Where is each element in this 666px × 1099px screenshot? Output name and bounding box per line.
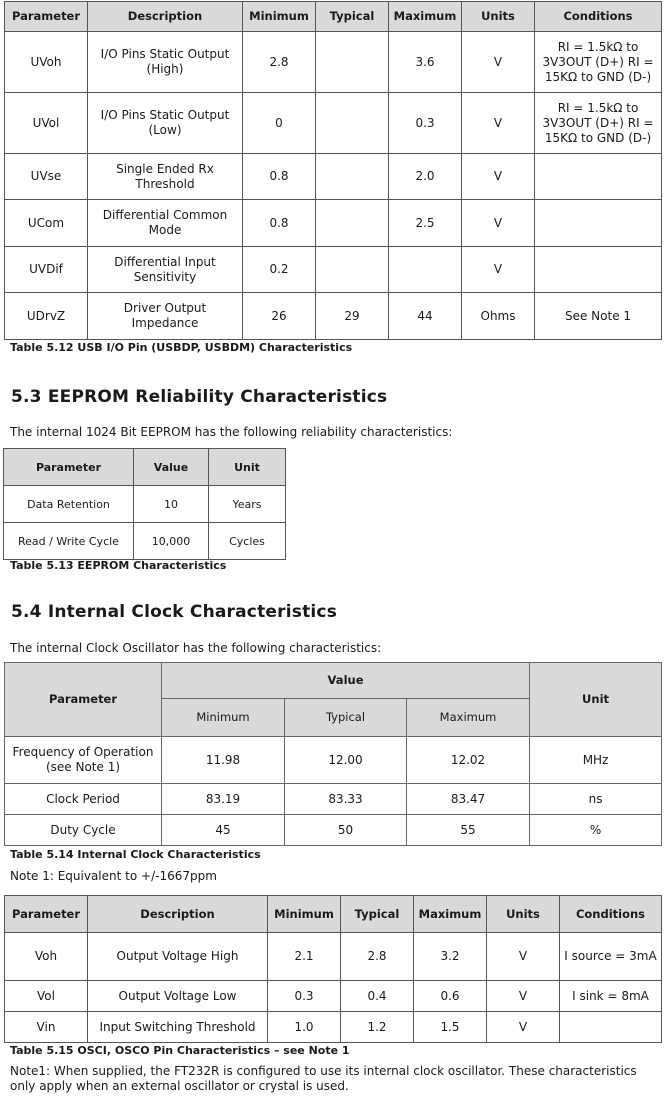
table-cell: 0.8 <box>243 154 316 200</box>
table-row <box>5 933 662 981</box>
column-header: Value <box>162 663 530 699</box>
table-cell <box>316 93 389 154</box>
table-cell: UDrvZ <box>5 293 88 340</box>
table-cell: V <box>487 933 560 981</box>
table-cell <box>316 200 389 247</box>
table-cell: Data Retention <box>4 486 134 523</box>
table-cell: 2.5 <box>389 200 462 247</box>
osci-osco-table <box>4 895 662 1043</box>
table-cell: 0.8 <box>243 200 316 247</box>
table-row <box>5 247 662 293</box>
table-cell <box>535 247 662 293</box>
table-cell: 3.6 <box>389 32 462 93</box>
table-row <box>5 93 662 154</box>
column-header: Typical <box>316 2 389 32</box>
table-cell: Output Voltage High <box>88 933 268 981</box>
table-cell: Vol <box>5 981 88 1012</box>
table-cell: Cycles <box>209 523 286 560</box>
table-row <box>5 32 662 93</box>
table-cell: 2.1 <box>268 933 341 981</box>
table-cell: Years <box>209 486 286 523</box>
eeprom-table <box>3 448 286 560</box>
table-row <box>5 293 662 340</box>
table-cell: UVse <box>5 154 88 200</box>
table-cell: 45 <box>162 815 285 846</box>
table-cell: Driver Output Impedance <box>88 293 243 340</box>
table-cell: 50 <box>285 815 407 846</box>
table-caption: Table 5.12 USB I/O Pin (USBDP, USBDM) Characteristics <box>10 341 353 354</box>
column-header: Conditions <box>535 2 662 32</box>
column-header: Typical <box>341 896 414 933</box>
table-header-row <box>5 663 662 699</box>
table-cell: V <box>462 154 535 200</box>
table-cell: 12.02 <box>407 737 530 784</box>
table-cell: Output Voltage Low <box>88 981 268 1012</box>
table-cell: Differential Input Sensitivity <box>88 247 243 293</box>
table-cell: 26 <box>243 293 316 340</box>
column-header: Parameter <box>5 663 162 737</box>
table-note: Note 1: Equivalent to +/-1667ppm <box>10 869 217 883</box>
column-header: Parameter <box>5 896 88 933</box>
table-cell: Ohms <box>462 293 535 340</box>
table-cell: 1.0 <box>268 1012 341 1043</box>
column-subheader: Typical <box>285 699 407 737</box>
section-intro: The internal Clock Oscillator has the following characteristics: <box>10 641 382 655</box>
table-cell: 0.3 <box>268 981 341 1012</box>
table-cell: % <box>530 815 662 846</box>
table-cell: 0.6 <box>414 981 487 1012</box>
table-row <box>4 486 286 523</box>
table-cell: 2.8 <box>341 933 414 981</box>
table-cell: UVDif <box>5 247 88 293</box>
table-cell: Differential Common Mode <box>88 200 243 247</box>
column-header: Description <box>88 896 268 933</box>
table-cell: 0.4 <box>341 981 414 1012</box>
table-cell <box>316 154 389 200</box>
column-subheader: Minimum <box>162 699 285 737</box>
table-caption: Table 5.14 Internal Clock Characteristics <box>10 848 261 861</box>
table-cell: 2.8 <box>243 32 316 93</box>
column-header: Units <box>487 896 560 933</box>
table-cell: Frequency of Operation (see Note 1) <box>5 737 162 784</box>
column-header: Minimum <box>243 2 316 32</box>
section-heading: 5.3 EEPROM Reliability Characteristics <box>11 387 388 407</box>
table-cell: RI = 1.5kΩ to 3V3OUT (D+) RI = 15KΩ to GND (D-) <box>535 32 662 93</box>
table-caption: Table 5.13 EEPROM Characteristics <box>10 559 227 572</box>
table-cell: 83.19 <box>162 784 285 815</box>
table-cell: 10 <box>134 486 209 523</box>
table-cell: See Note 1 <box>535 293 662 340</box>
table-cell: V <box>462 32 535 93</box>
table-row <box>5 154 662 200</box>
table-row <box>5 815 662 846</box>
column-header: Conditions <box>560 896 662 933</box>
table-row <box>5 200 662 247</box>
column-header: Unit <box>209 449 286 486</box>
table-cell: 83.47 <box>407 784 530 815</box>
table-cell: Voh <box>5 933 88 981</box>
table-cell: V <box>487 1012 560 1043</box>
table-cell: Duty Cycle <box>5 815 162 846</box>
table-cell: 12.00 <box>285 737 407 784</box>
column-header: Parameter <box>5 2 88 32</box>
table-cell: Read / Write Cycle <box>4 523 134 560</box>
column-header: Parameter <box>4 449 134 486</box>
table-cell <box>535 154 662 200</box>
usb-io-pin-table <box>4 1 662 340</box>
table-cell: ns <box>530 784 662 815</box>
column-header: Units <box>462 2 535 32</box>
table-cell: I/O Pins Static Output (High) <box>88 32 243 93</box>
table-cell: 55 <box>407 815 530 846</box>
table-cell: 29 <box>316 293 389 340</box>
table-cell: Clock Period <box>5 784 162 815</box>
table-header-row <box>5 2 662 32</box>
column-header: Maximum <box>414 896 487 933</box>
table-cell: UVol <box>5 93 88 154</box>
column-header: Maximum <box>389 2 462 32</box>
table-cell: 2.0 <box>389 154 462 200</box>
table-header-row <box>5 896 662 933</box>
table-cell: 10,000 <box>134 523 209 560</box>
column-header: Value <box>134 449 209 486</box>
table-cell: V <box>462 247 535 293</box>
table-row <box>5 737 662 784</box>
table-cell: V <box>487 981 560 1012</box>
column-subheader: Maximum <box>407 699 530 737</box>
table-row <box>4 523 286 560</box>
table-cell: MHz <box>530 737 662 784</box>
table-cell: V <box>462 200 535 247</box>
table-cell <box>316 32 389 93</box>
table-cell: 83.33 <box>285 784 407 815</box>
table-cell: 44 <box>389 293 462 340</box>
table-cell: Input Switching Threshold <box>88 1012 268 1043</box>
table-header-row <box>4 449 286 486</box>
table-cell: I source = 3mA <box>560 933 662 981</box>
table-note: Note1: When supplied, the FT232R is configured to use its internal clock oscillator. These characteristics only apply when an external oscillator or crystal is used. <box>10 1064 637 1093</box>
table-cell: 3.2 <box>414 933 487 981</box>
table-cell: I/O Pins Static Output (Low) <box>88 93 243 154</box>
section-intro: The internal 1024 Bit EEPROM has the following reliability characteristics: <box>10 425 453 439</box>
table-caption: Table 5.15 OSCI, OSCO Pin Characteristics – see Note 1 <box>10 1044 350 1057</box>
table-row <box>5 1012 662 1043</box>
table-cell: V <box>462 93 535 154</box>
table-cell <box>316 247 389 293</box>
table-cell: Single Ended Rx Threshold <box>88 154 243 200</box>
table-cell: 0 <box>243 93 316 154</box>
table-cell: Vin <box>5 1012 88 1043</box>
column-header: Minimum <box>268 896 341 933</box>
column-header: Description <box>88 2 243 32</box>
section-heading: 5.4 Internal Clock Characteristics <box>11 602 338 622</box>
table-cell: UCom <box>5 200 88 247</box>
table-cell <box>389 247 462 293</box>
table-row <box>5 981 662 1012</box>
table-cell: 0.2 <box>243 247 316 293</box>
table-cell: I sink = 8mA <box>560 981 662 1012</box>
internal-clock-table <box>4 662 662 846</box>
column-header: Unit <box>530 663 662 737</box>
table-cell <box>535 200 662 247</box>
table-cell <box>560 1012 662 1043</box>
table-cell: 1.5 <box>414 1012 487 1043</box>
table-row <box>5 784 662 815</box>
table-cell: 1.2 <box>341 1012 414 1043</box>
table-cell: UVoh <box>5 32 88 93</box>
table-cell: RI = 1.5kΩ to 3V3OUT (D+) RI = 15KΩ to GND (D-) <box>535 93 662 154</box>
table-cell: 11.98 <box>162 737 285 784</box>
table-cell: 0.3 <box>389 93 462 154</box>
